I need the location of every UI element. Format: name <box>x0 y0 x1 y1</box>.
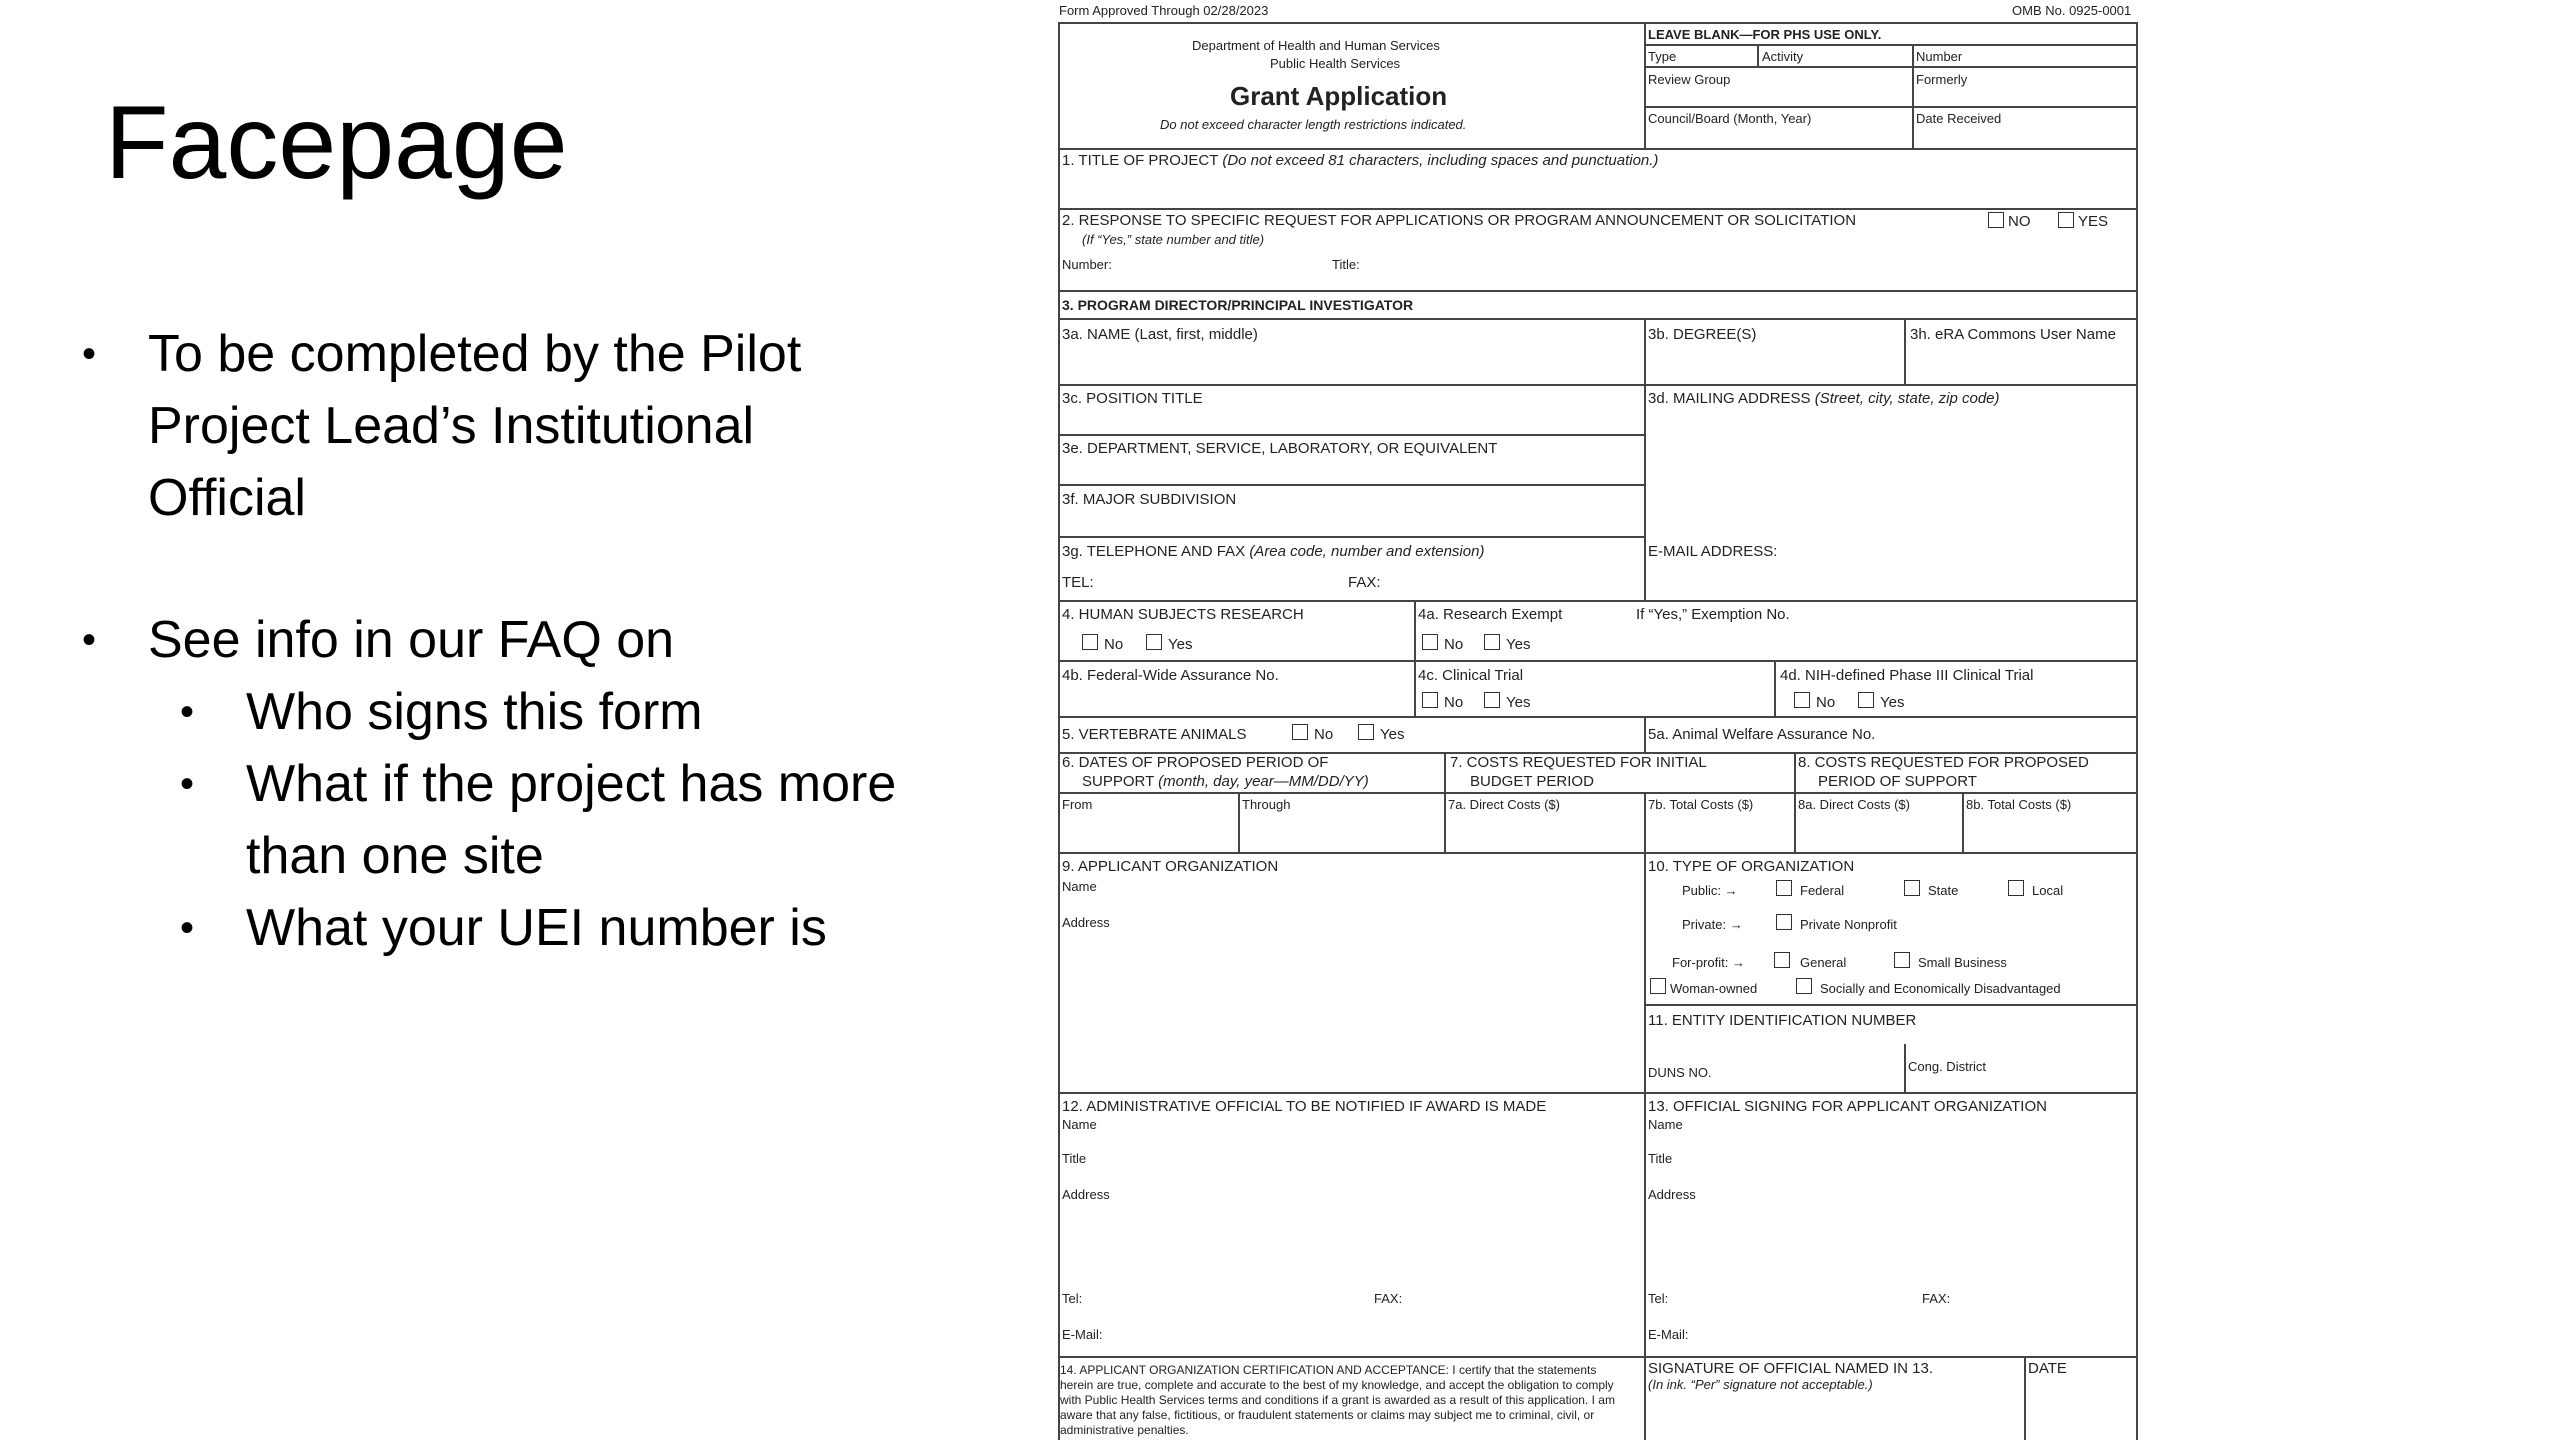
rfa-no-label: NO <box>2008 213 2031 230</box>
bullet-line: To be completed by the Pilot <box>148 325 802 383</box>
field-8-sub: PERIOD OF SUPPORT <box>1818 773 1977 790</box>
dept-line-2: Public Health Services <box>1270 56 1401 71</box>
field-4c-label: 4c. Clinical Trial <box>1418 667 1524 684</box>
org-address-label: Address <box>1062 915 1110 930</box>
clinical-trial-yes-checkbox[interactable] <box>1484 692 1500 708</box>
form-approved-text: Form Approved Through 02/28/2023 <box>1059 3 1269 18</box>
activity-label: Activity <box>1762 49 1804 64</box>
bullet-item <box>82 318 972 534</box>
disadvantaged-checkbox[interactable] <box>1796 978 1812 994</box>
admin-tel-label: Tel: <box>1062 1291 1083 1306</box>
official-title-label: Title <box>1648 1151 1673 1166</box>
formerly-label: Formerly <box>1916 72 1968 87</box>
rfa-no-checkbox[interactable] <box>1988 212 2004 228</box>
sub-bullet-text <box>246 748 896 892</box>
yes-label: Yes <box>1168 636 1193 653</box>
official-email-label: E-Mail: <box>1648 1327 1689 1342</box>
bullet-text: See info in our FAQ on <box>148 611 675 669</box>
woman-owned-label: Woman-owned <box>1670 981 1758 996</box>
field-7-sub: BUDGET PERIOD <box>1470 773 1594 790</box>
bullet-line: than one site <box>246 827 544 885</box>
field-7-label: 7. COSTS REQUESTED FOR INITIAL <box>1450 754 1707 771</box>
field-3g-label: 3g. TELEPHONE AND FAX (Area code, number and extension) <box>1062 543 1485 560</box>
yes-label: Yes <box>1880 694 1905 711</box>
cong-district-label: Cong. District <box>1908 1059 1987 1074</box>
bullet-icon: • <box>82 332 97 376</box>
official-fax-label: FAX: <box>1922 1291 1951 1306</box>
phase3-yes-checkbox[interactable] <box>1858 692 1874 708</box>
sub-bullet-item <box>180 676 972 748</box>
yes-label: Yes <box>1506 694 1531 711</box>
yes-label: Yes <box>1506 636 1531 653</box>
clinical-trial-no-checkbox[interactable] <box>1422 692 1438 708</box>
bullet-line: What if the project has more <box>246 755 897 813</box>
field-4d-label: 4d. NIH-defined Phase III Clinical Trial <box>1780 667 2034 684</box>
field-7a-label: 7a. Direct Costs ($) <box>1448 797 1560 812</box>
human-subjects-no-checkbox[interactable] <box>1082 634 1098 650</box>
state-checkbox[interactable] <box>1904 880 1920 896</box>
field-7b-label: 7b. Total Costs ($) <box>1648 797 1754 812</box>
private-label: Private: → <box>1682 917 1743 932</box>
small-business-label: Small Business <box>1918 955 2007 970</box>
certification-text: 14. APPLICANT ORGANIZATION CERTIFICATION AND ACCEPTANCE: I certify that the statements herein are true, complete and accurate to the best of my knowledge, and accept the obligation to comply with Public Health Services terms and conditions if a grant is awarded as a result of this application. I am aware that any false, fictitious, or fraudulent statements or claims may subject me to criminal, civil, or administrative penalties. <box>1060 1363 1615 1437</box>
no-label: No <box>1444 636 1464 653</box>
field-6-label: 6. DATES OF PROPOSED PERIOD OF <box>1062 754 1329 771</box>
bullet-line: Official <box>148 469 306 527</box>
field-8a-label: 8a. Direct Costs ($) <box>1798 797 1910 812</box>
sub-bullet-item <box>180 892 972 964</box>
bullet-list <box>82 318 972 964</box>
signature-label: SIGNATURE OF OFFICIAL NAMED IN 13. <box>1648 1360 1934 1377</box>
field-8-label: 8. COSTS REQUESTED FOR PROPOSED <box>1798 754 2089 771</box>
federal-checkbox[interactable] <box>1776 880 1792 896</box>
rfa-title-label: Title: <box>1332 257 1360 272</box>
federal-label: Federal <box>1800 883 1845 898</box>
field-4-label: 4. HUMAN SUBJECTS RESEARCH <box>1062 606 1304 623</box>
admin-email-label: E-Mail: <box>1062 1327 1103 1342</box>
forprofit-label: For-profit: → <box>1672 955 1745 970</box>
bullet-item <box>82 604 972 676</box>
fax-label: FAX: <box>1348 574 1381 591</box>
no-label: No <box>1104 636 1124 653</box>
field-10-label: 10. TYPE OF ORGANIZATION <box>1648 858 1855 875</box>
sub-bullet-text: Who signs this form <box>246 683 703 741</box>
org-name-label: Name <box>1062 879 1097 894</box>
yes-label: Yes <box>1380 726 1405 743</box>
admin-fax-label: FAX: <box>1374 1291 1403 1306</box>
vertebrate-yes-checkbox[interactable] <box>1358 724 1374 740</box>
phase3-no-checkbox[interactable] <box>1794 692 1810 708</box>
general-checkbox[interactable] <box>1774 952 1790 968</box>
state-label: State <box>1928 883 1959 898</box>
field-9-label: 9. APPLICANT ORGANIZATION <box>1062 858 1279 875</box>
bullet-icon: • <box>180 906 195 950</box>
bullet-line: Project Lead’s Institutional <box>148 397 755 455</box>
local-checkbox[interactable] <box>2008 880 2024 896</box>
field-3c-label: 3c. POSITION TITLE <box>1062 390 1203 407</box>
field-3a-label: 3a. NAME (Last, first, middle) <box>1062 326 1258 343</box>
official-address-label: Address <box>1648 1187 1696 1202</box>
field-3b-label: 3b. DEGREE(S) <box>1648 326 1757 343</box>
through-label: Through <box>1242 797 1291 812</box>
field-13-label: 13. OFFICIAL SIGNING FOR APPLICANT ORGANIZATION <box>1648 1098 2047 1115</box>
local-label: Local <box>2032 883 2064 898</box>
human-subjects-yes-checkbox[interactable] <box>1146 634 1162 650</box>
research-exempt-no-checkbox[interactable] <box>1422 634 1438 650</box>
vertebrate-no-checkbox[interactable] <box>1292 724 1308 740</box>
field-8b-label: 8b. Total Costs ($) <box>1966 797 2072 812</box>
private-nonprofit-checkbox[interactable] <box>1776 914 1792 930</box>
no-label: No <box>1314 726 1334 743</box>
sub-bullet-text: What your UEI number is <box>246 899 827 957</box>
type-label: Type <box>1648 49 1677 64</box>
leave-blank-label: LEAVE BLANK—FOR PHS USE ONLY. <box>1648 27 1882 42</box>
admin-address-label: Address <box>1062 1187 1110 1202</box>
council-label: Council/Board (Month, Year) <box>1648 111 1812 126</box>
no-label: No <box>1444 694 1464 711</box>
field-3d-label: 3d. MAILING ADDRESS (Street, city, state, zip code) <box>1648 390 2000 407</box>
official-tel-label: Tel: <box>1648 1291 1669 1306</box>
research-exempt-yes-checkbox[interactable] <box>1484 634 1500 650</box>
form-note: Do not exceed character length restrictions indicated. <box>1160 117 1467 132</box>
field-4b-label: 4b. Federal-Wide Assurance No. <box>1062 667 1279 684</box>
omb-number: OMB No. 0925-0001 <box>2012 3 2132 18</box>
slide-title: Facepage <box>105 85 568 201</box>
field-5-label: 5. VERTEBRATE ANIMALS <box>1062 726 1247 743</box>
no-label: No <box>1816 694 1836 711</box>
grant-application-form <box>1052 0 2152 1440</box>
admin-name-label: Name <box>1062 1117 1097 1132</box>
field-2-label: 2. RESPONSE TO SPECIFIC REQUEST FOR APPLICATIONS OR PROGRAM ANNOUNCEMENT OR SOLICITATION <box>1062 212 1857 229</box>
dept-line-1: Department of Health and Human Services <box>1192 38 1440 53</box>
rfa-yes-checkbox[interactable] <box>2058 212 2074 228</box>
duns-label: DUNS NO. <box>1648 1065 1712 1080</box>
email-label: E-MAIL ADDRESS: <box>1648 543 1778 560</box>
field-11-label: 11. ENTITY IDENTIFICATION NUMBER <box>1648 1012 1917 1029</box>
private-nonprofit-label: Private Nonprofit <box>1800 917 1897 932</box>
bullet-icon: • <box>82 618 97 662</box>
admin-title-label: Title <box>1062 1151 1087 1166</box>
field-3f-label: 3f. MAJOR SUBDIVISION <box>1062 491 1237 508</box>
from-label: From <box>1062 797 1093 812</box>
review-group-label: Review Group <box>1648 72 1731 87</box>
public-label: Public: → <box>1682 883 1738 898</box>
field-6-support: SUPPORT (month, day, year—MM/DD/YY) <box>1082 773 1369 790</box>
field-1-label: 1. TITLE OF PROJECT (Do not exceed 81 characters, including spaces and punctuation.) <box>1062 152 1659 169</box>
woman-owned-checkbox[interactable] <box>1650 978 1666 994</box>
field-12-label: 12. ADMINISTRATIVE OFFICIAL TO BE NOTIFIED IF AWARD IS MADE <box>1062 1098 1547 1115</box>
date-label: DATE <box>2028 1360 2067 1377</box>
bullet-icon: • <box>180 762 195 806</box>
exemption-label: If “Yes,” Exemption No. <box>1636 606 1790 623</box>
tel-label: TEL: <box>1062 574 1094 591</box>
bullet-text <box>148 318 801 534</box>
official-name-label: Name <box>1648 1117 1683 1132</box>
date-received-label: Date Received <box>1916 111 2002 126</box>
field-4a-label: 4a. Research Exempt <box>1418 606 1563 623</box>
field-3h-label: 3h. eRA Commons User Name <box>1910 326 2116 343</box>
sub-bullet-item <box>180 748 972 892</box>
field-5a-label: 5a. Animal Welfare Assurance No. <box>1648 726 1876 743</box>
signature-note: (In ink. “Per” signature not acceptable.) <box>1648 1377 1873 1392</box>
bullet-icon: • <box>180 690 195 734</box>
field-2-note: (If “Yes,” state number and title) <box>1082 232 1265 247</box>
field-3e-label: 3e. DEPARTMENT, SERVICE, LABORATORY, OR EQUIVALENT <box>1062 440 1498 457</box>
general-label: General <box>1800 955 1847 970</box>
form-title: Grant Application <box>1230 81 1448 111</box>
small-business-checkbox[interactable] <box>1894 952 1910 968</box>
number-label: Number <box>1916 49 1963 64</box>
disadvantaged-label: Socially and Economically Disadvantaged <box>1820 981 2061 996</box>
rfa-number-label: Number: <box>1062 257 1112 272</box>
field-3-label: 3. PROGRAM DIRECTOR/PRINCIPAL INVESTIGATOR <box>1062 297 1414 313</box>
rfa-yes-label: YES <box>2078 213 2109 230</box>
